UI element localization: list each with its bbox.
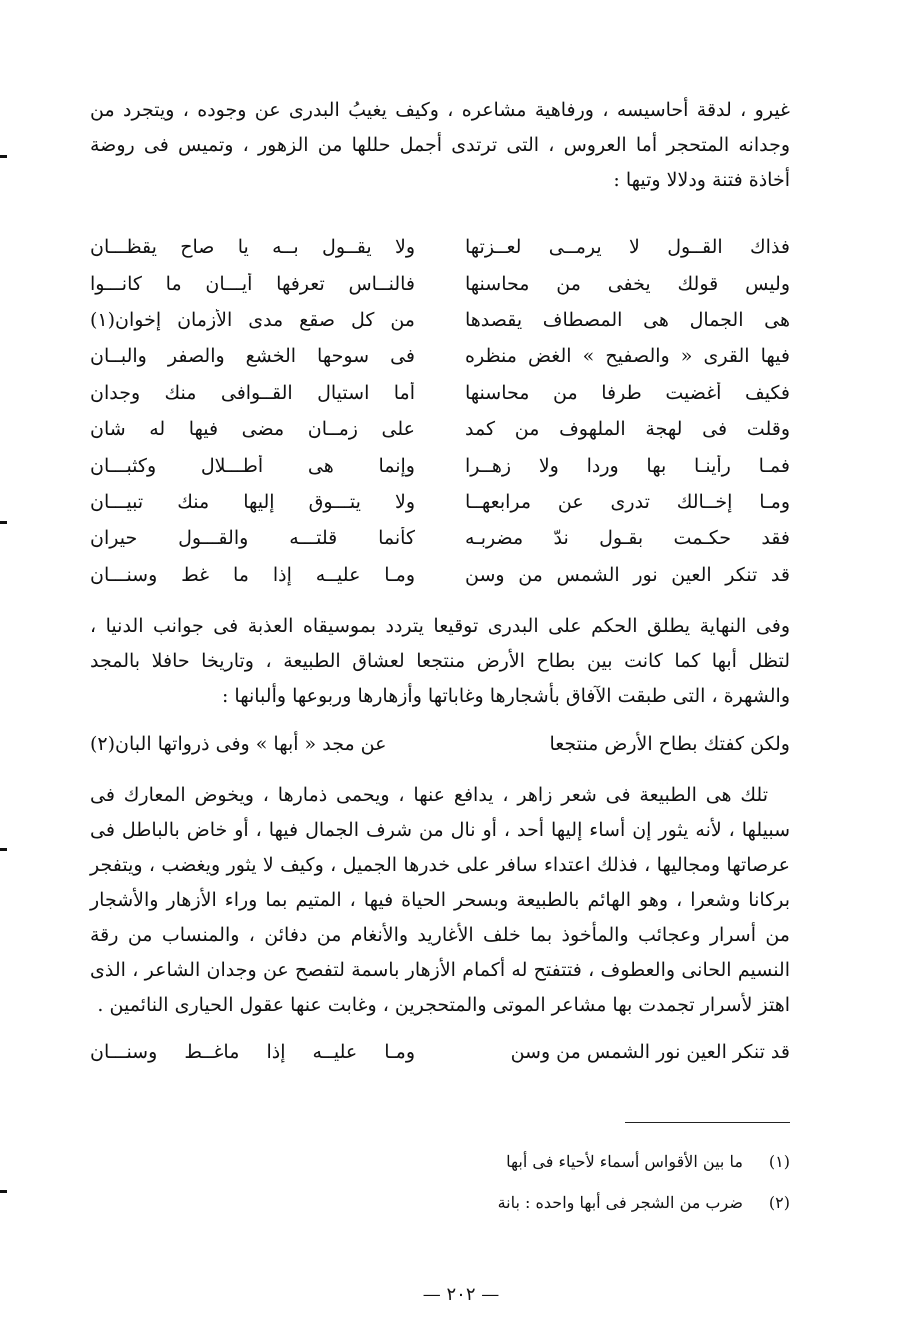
footnote-1-number: (١) <box>768 1152 790 1171</box>
verse-2 <box>90 733 790 755</box>
poem-verse-second-hemistich: من كل صقع مدى الأزمان إخوان(١) <box>90 308 415 331</box>
poem-verse <box>90 265 790 301</box>
poem-verse-first-hemistich: قد تنكر العين نور الشمس من وسن <box>465 563 790 586</box>
poem-verse <box>90 520 790 556</box>
paragraph-3: تلك هى الطبيعة فى شعر زاهر ، يدافع عنها ، ويحمى ذمارها ، ويخوض المعارك فى سبيلها ، لأنه يثور إن أساء إليها أحد ، أو نال من شرف الجمال فيها ، أو خاض بالباطل فى عرصاتها ومجاليها ، فذلك اعتداء سافر على خدرها الجميل ، وكيف لا يثور ويغضب ، ويتفجر بركانا وشعرا ، وهو الهائم بالطبيعة وبسحر الحياة فيها ، المتيم بما وراء الأزهار والأشجار من أسرار وعجائب والمأخوذ بما خلف الأغاريد والأنغام من دفائن ، والمنساب من رقة النسيم الحانى والعطوف ، فتتفتح له أكمام الأزهار باسمة لتفصح عن وجدان الشاعر ، الذى اهتز لأسرار تجمدت بها مشاعر الموتى والمتحجرين ، وغابت عنها عقول الحيارى النائمين . <box>90 784 790 1016</box>
poem-verse-first-hemistich: هى الجمال هى المصطاف يقصدها <box>465 308 790 331</box>
verse-2-left: عن مجد « أبها » وفى ذرواتها البان(٢) <box>90 733 387 755</box>
poem-verse-second-hemistich: فى سوحها الخشع والصفر والبــان <box>90 345 415 368</box>
poem-verse <box>90 229 790 265</box>
poem-verse-first-hemistich: وليس قولك يخفى من محاسنها <box>465 272 790 295</box>
poem-verse-second-hemistich: كأنما قلتـــه والقـــول حيران <box>90 527 415 550</box>
poem-verse-first-hemistich: فذاك القــول لا يرمــى لعــزتها <box>465 236 790 259</box>
intro-paragraph: غيرو ، لدقة أحاسيسه ، ورفاهية مشاعره ، وكيف يغيبُ البدرى عن وجوده ، ويتجرد من وجدانه المتحجر أما العروس ، التى ترتدى أجمل حللها من الزهور ، وتميس فى روضة أخاذة فتنة ودلالا وتيها : <box>90 99 790 191</box>
poem-verse <box>90 375 790 411</box>
poem-verse <box>90 484 790 520</box>
footnote-1-text: ما بين الأقواس أسماء لأحياء فى أبها <box>506 1152 743 1171</box>
verse-3-right: قد تنكر العين نور الشمس من وسن <box>510 1041 790 1063</box>
poem-verse-first-hemistich: ومـا إخــالك تدرى عن مرابعهــا <box>465 490 790 513</box>
poem-verse <box>90 338 790 374</box>
poem-verse-second-hemistich: ولا يتـــوق إليها منك تبيـــان <box>90 490 415 513</box>
poem-verse-second-hemistich: ومـا عليــه إذا ما غط وسنـــان <box>90 563 415 586</box>
margin-mark <box>0 155 7 158</box>
footnote-2-number: (٢) <box>768 1193 790 1212</box>
verse-3-left: ومـا عليــه إذا ماغــط وسنـــان <box>90 1041 415 1063</box>
poem-verse-second-hemistich: على زمــان مضى فيها له شان <box>90 418 415 441</box>
poem-verse-first-hemistich: فيها القرى « والصفيح » الغض منظره <box>465 345 790 368</box>
poem-verse-second-hemistich: ولا يقــول بــه يا صاح يقظـــان <box>90 236 415 259</box>
footnote-2-text: ضرب من الشجر فى أبها واحده : بانة <box>497 1193 743 1212</box>
poem-verse-first-hemistich: وقلت فى لهجة الملهوف من كمد <box>465 418 790 441</box>
poem-verse <box>90 302 790 338</box>
margin-mark <box>0 848 7 851</box>
poem-block <box>90 229 790 593</box>
poem-verse-first-hemistich: فمـا رأينـا بها وردا ولا زهــرا <box>465 454 790 477</box>
poem-verse-first-hemistich: فكيف أغضيت طرفا من محاسنها <box>465 381 790 404</box>
footnote-1 <box>90 1150 790 1174</box>
poem-verse-second-hemistich: وإنما هى أطـــلال وكثبـــان <box>90 454 415 477</box>
poem-verse <box>90 447 790 483</box>
paragraph-2: وفى النهاية يطلق الحكم على البدرى توقيعا يتردد بموسيقاه العذبة فى جوانب الدنيا ، لتظل أبها كما كانت بين بطاح الأرض منتجعا لعشاق الطبيعة ، وتاريخا حافلا بالمجد والشهرة ، التى طبقت الآفاق بأشجارها وغاباتها وأزهارها وربوعها وألبانها : <box>90 615 790 707</box>
poem-verse-second-hemistich: أما استيال القــوافى منك وجدان <box>90 381 415 404</box>
page-number: — ٢٠٢ — <box>422 1284 500 1305</box>
verse-2-right: ولكن كفتك بطاح الأرض منتجعا <box>549 733 790 755</box>
footnote-separator <box>625 1122 790 1123</box>
margin-mark <box>0 1190 7 1193</box>
verse-3 <box>90 1041 790 1063</box>
footnote-2 <box>90 1191 790 1215</box>
poem-verse <box>90 557 790 593</box>
poem-verse-first-hemistich: فقد حكـمت بقـول ندّ مضربـه <box>465 527 790 550</box>
poem-verse-second-hemistich: فالنــاس تعرفها أيـــان ما كانـــوا <box>90 272 415 295</box>
poem-verse <box>90 411 790 447</box>
margin-mark <box>0 521 7 524</box>
